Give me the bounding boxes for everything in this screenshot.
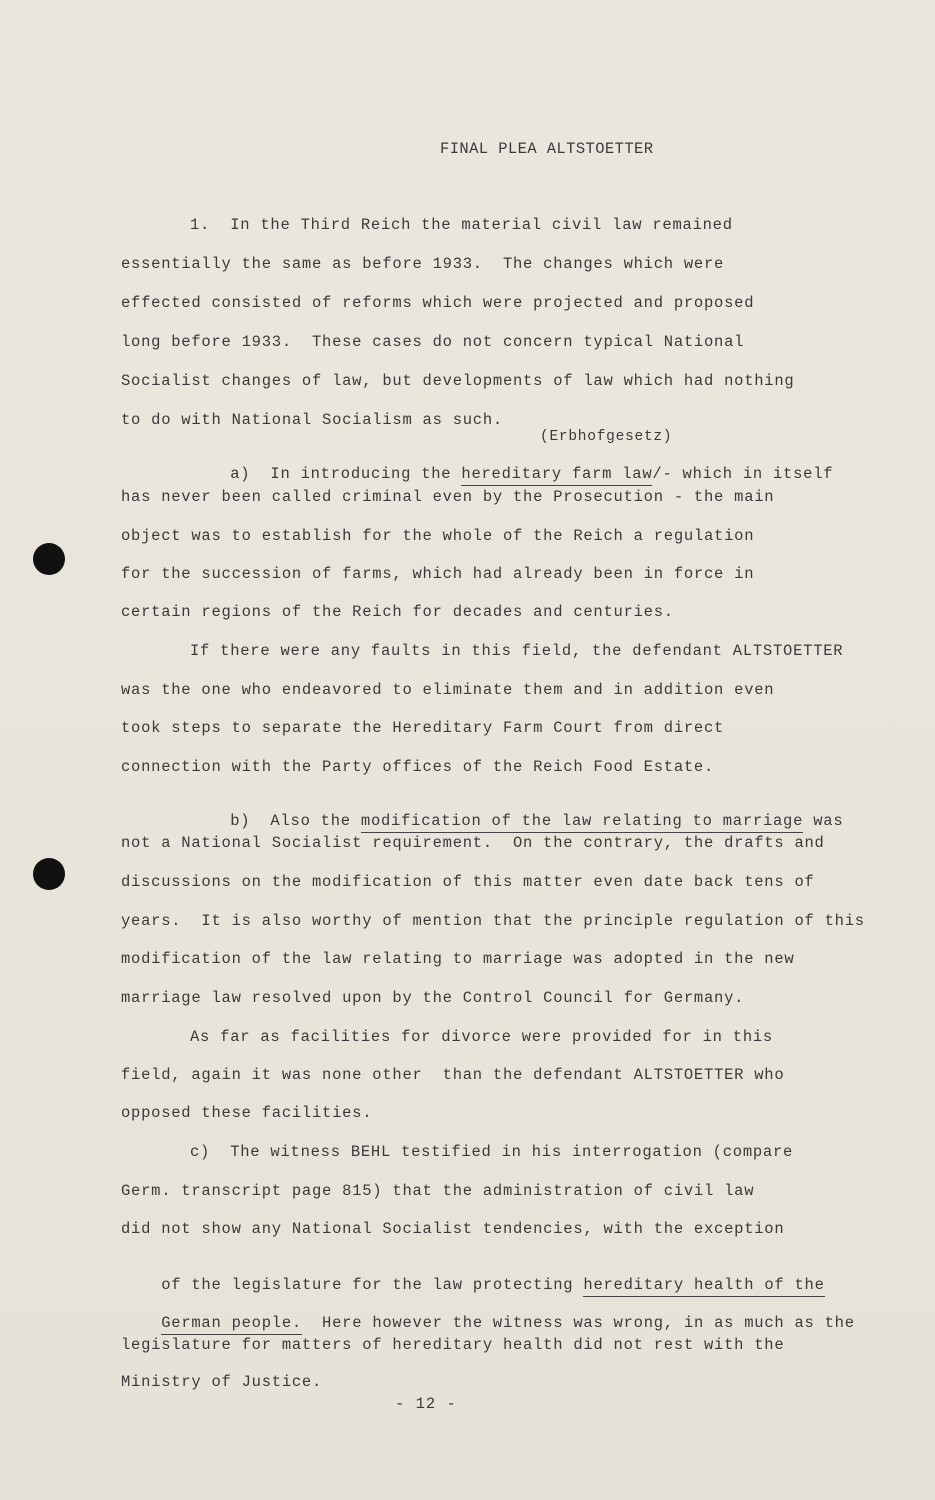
underlined-phrase: modification of the law relating to marriage <box>361 812 803 833</box>
line-start: a) In introducing the <box>230 464 462 483</box>
text-line: opposed these facilities. <box>121 1104 373 1122</box>
text-line: essentially the same as before 1933. The changes which were <box>121 255 725 273</box>
text-line: to do with National Socialism as such. <box>121 411 503 429</box>
text-line: has never been called criminal even by the Prosecution - the main <box>121 488 775 506</box>
text-line: did not show any National Socialist tendencies, with the exception <box>121 1220 785 1238</box>
text-line: connection with the Party offices of the Reich Food Estate. <box>121 758 715 776</box>
line-end: /- which in itself <box>652 464 834 483</box>
text-line: Ministry of Justice. <box>121 1373 323 1391</box>
page-number: - 12 - <box>395 1395 457 1413</box>
text-line: field, again it was none other than the defendant ALTSTOETTER who <box>121 1066 785 1084</box>
line-end: Here however the witness was wrong, in as much as the <box>301 1313 855 1332</box>
document-title: FINAL PLEA ALTSTOETTER <box>440 140 654 158</box>
text-line: 1. In the Third Reich the material civil law remained <box>190 216 733 234</box>
text-line: modification of the law relating to marriage was adopted in the new <box>121 950 795 968</box>
line-start: b) Also the <box>230 811 361 830</box>
underlined-phrase: German people. <box>161 1314 302 1335</box>
text-line: certain regions of the Reich for decades and centuries. <box>121 603 674 621</box>
underlined-phrase: hereditary health of the <box>583 1276 824 1297</box>
line-end: was <box>803 811 844 830</box>
text-line: years. It is also worthy of mention that the principle regulation of this <box>121 912 865 930</box>
text-line: legislature for matters of hereditary health did not rest with the <box>121 1336 785 1354</box>
handwritten-insertion: (Erbhofgesetz) <box>540 429 673 445</box>
text-line: If there were any faults in this field, the defendant ALTSTOETTER <box>190 642 844 660</box>
text-line: not a National Socialist requirement. On the contrary, the drafts and <box>121 834 825 852</box>
punch-hole-lower <box>33 858 65 890</box>
text-line: effected consisted of reforms which were projected and proposed <box>121 294 755 312</box>
text-line: Germ. transcript page 815) that the administration of civil law <box>121 1182 755 1200</box>
punch-hole-upper <box>33 543 65 575</box>
text-line: was the one who endeavored to eliminate them and in addition even <box>121 681 775 699</box>
text-line: object was to establish for the whole of the Reich a regulation <box>121 527 755 545</box>
line-start: of the legislature for the law protecting <box>161 1275 584 1294</box>
text-line: marriage law resolved upon by the Control Council for Germany. <box>121 989 745 1007</box>
text-line: for the succession of farms, which had already been in force in <box>121 565 755 583</box>
text-line: As far as facilities for divorce were provided for in this <box>190 1028 773 1046</box>
text-line: long before 1933. These cases do not concern typical National <box>121 333 745 351</box>
text-line: Socialist changes of law, but developments of law which had nothing <box>121 372 795 390</box>
text-line: c) The witness BEHL testified in his interrogation (compare <box>190 1143 794 1161</box>
text-line: discussions on the modification of this matter even date back tens of <box>121 873 815 891</box>
text-line: took steps to separate the Hereditary Farm Court from direct <box>121 719 725 737</box>
underlined-phrase: hereditary farm law <box>461 465 652 486</box>
